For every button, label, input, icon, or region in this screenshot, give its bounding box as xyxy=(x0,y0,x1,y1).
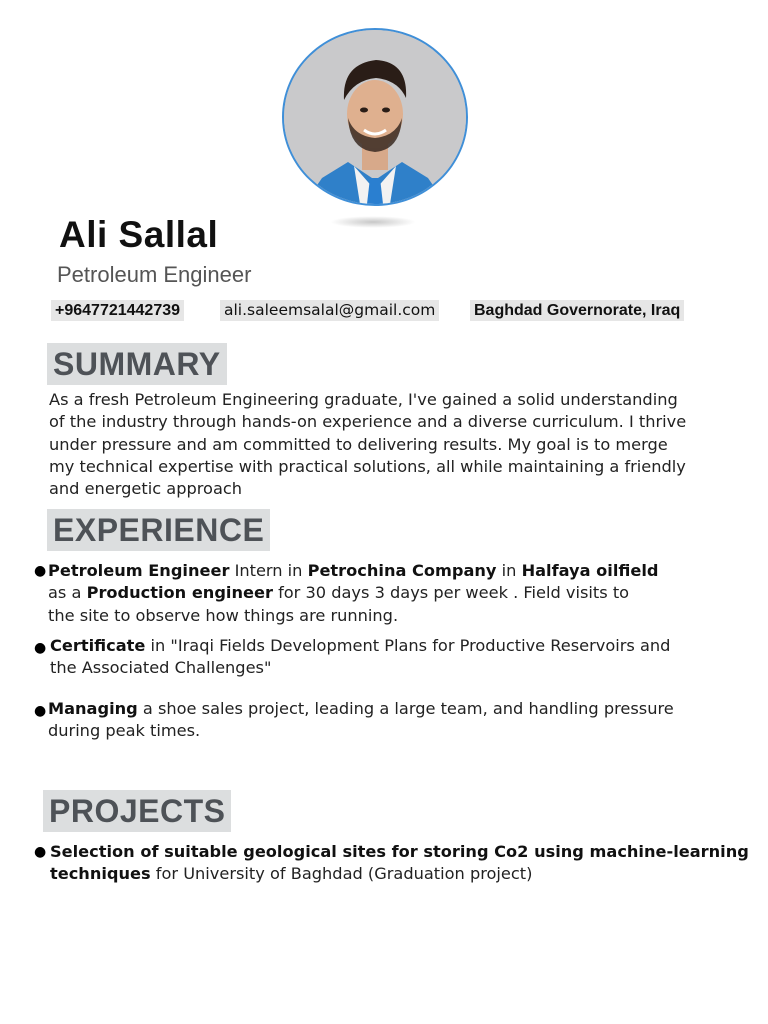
experience-item-internship xyxy=(34,560,746,628)
bullet-icon: ● xyxy=(34,703,47,719)
project-title-continued: techniques xyxy=(50,864,151,884)
summary-line: under pressure and am committed to delivering results. My goal is to merge xyxy=(49,434,668,454)
text-fragment: as a xyxy=(48,583,87,603)
summary-heading: SUMMARY xyxy=(47,343,227,385)
profile-photo xyxy=(282,28,468,206)
experience-item-text xyxy=(48,698,748,743)
text-fragment: the site to observe how things are running. xyxy=(48,605,399,625)
experience-item-text xyxy=(48,560,748,627)
experience-heading: EXPERIENCE xyxy=(47,509,270,551)
text-fragment: the Associated Challenges" xyxy=(50,658,272,678)
photo-shadow xyxy=(330,216,416,228)
summary-line: and energetic approach xyxy=(49,479,243,499)
summary-line: As a fresh Petroleum Engineering graduate, I've gained a solid understanding xyxy=(49,390,678,409)
email-address[interactable]: ali.saleemsalal@gmail.com xyxy=(220,300,439,321)
candidate-name: Ali Sallal xyxy=(59,214,219,255)
certificate-label: Certificate xyxy=(50,636,146,655)
project-item-text xyxy=(50,841,750,886)
project-item xyxy=(34,841,749,887)
text-fragment: for 30 days 3 days per week . Field visits to xyxy=(272,583,630,603)
text-fragment: in xyxy=(496,561,522,580)
bullet-icon: ● xyxy=(34,844,47,860)
text-fragment: Intern in xyxy=(229,561,308,580)
experience-item-managing xyxy=(34,698,746,744)
avatar-illustration xyxy=(284,30,466,204)
summary-line: my technical expertise with practical solutions, all while maintaining a friendly xyxy=(49,456,686,476)
summary-text xyxy=(49,389,749,500)
bullet-icon: ● xyxy=(34,563,47,579)
phone-number: +9647721442739 xyxy=(51,300,184,321)
project-title: Selection of suitable geological sites for storing Co2 using machine-learning xyxy=(50,842,749,861)
candidate-title: Petroleum Engineer xyxy=(57,262,252,287)
experience-item-text xyxy=(50,635,750,680)
text-fragment: in "Iraqi Fields Development Plans for Productive Reservoirs and xyxy=(145,636,671,655)
bullet-icon: ● xyxy=(34,640,47,656)
managing-label: Managing xyxy=(48,699,138,718)
experience-item-certificate xyxy=(34,635,746,681)
summary-line: of the industry through hands-on experience and a diverse curriculum. I thrive xyxy=(49,412,687,432)
text-fragment: a shoe sales project, leading a large team, and handling pressure xyxy=(137,699,674,718)
projects-heading: PROJECTS xyxy=(43,790,231,832)
company-name: Petrochina Company xyxy=(307,561,497,580)
job-title: Petroleum Engineer xyxy=(48,561,230,580)
site-name: Halfaya oilfield xyxy=(521,561,659,580)
location: Baghdad Governorate, Iraq xyxy=(470,300,684,321)
text-fragment: during peak times. xyxy=(48,721,201,741)
role-name: Production engineer xyxy=(86,583,273,603)
text-fragment: for University of Baghdad (Graduation project) xyxy=(150,864,533,884)
